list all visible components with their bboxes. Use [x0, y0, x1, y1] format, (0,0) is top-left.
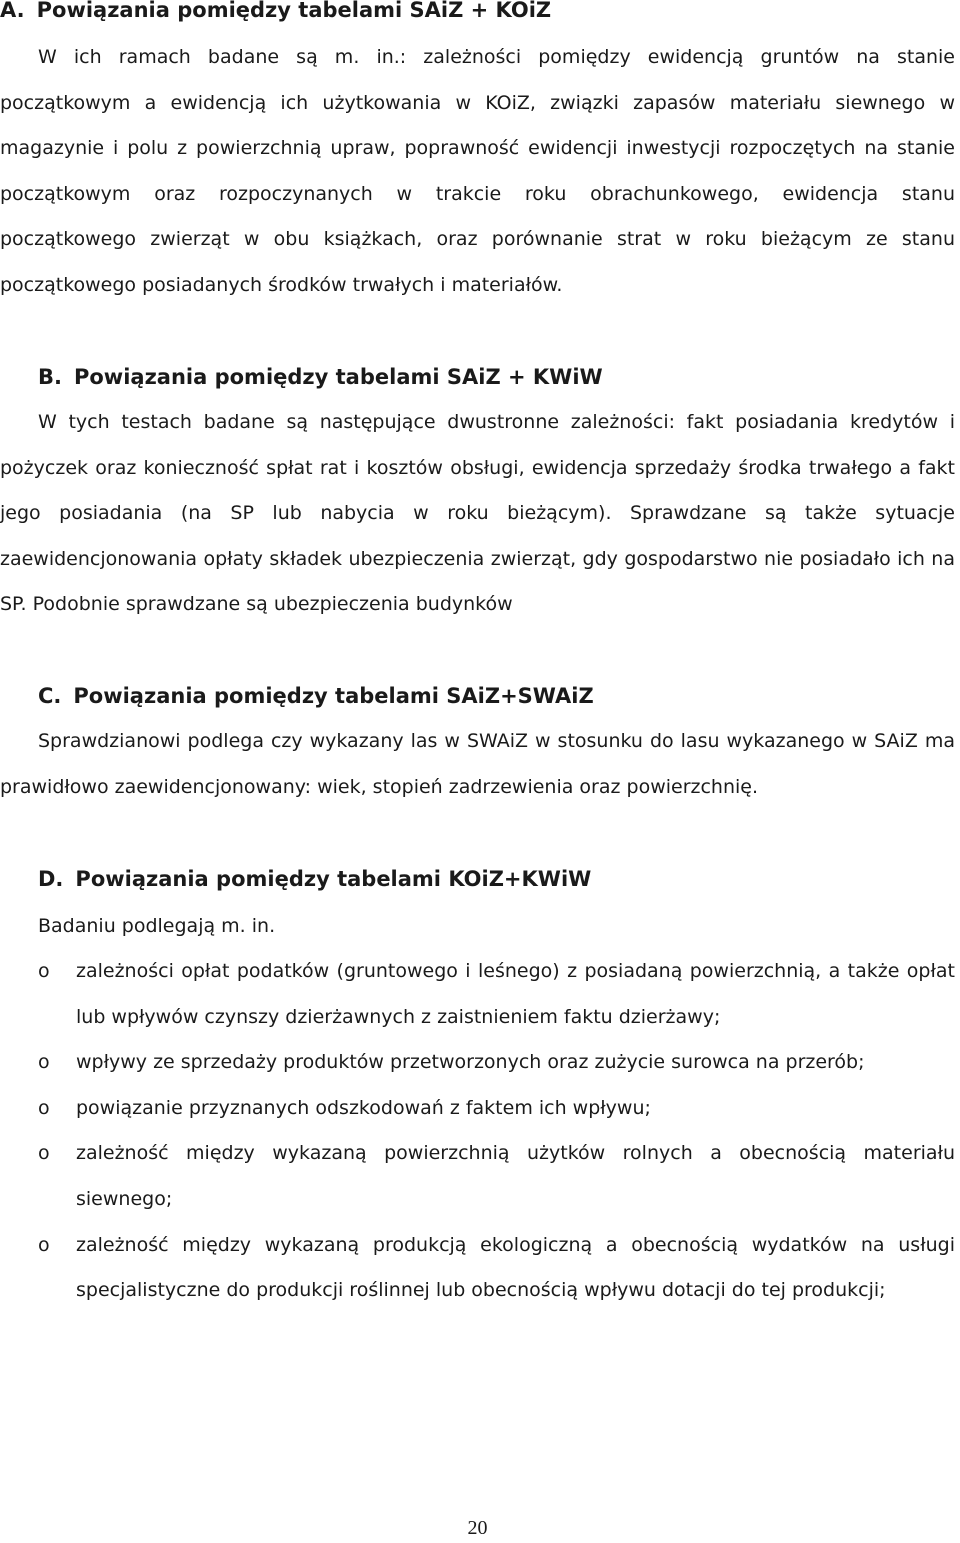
section-a-title: Powiązania pomiędzy tabelami SAiZ + KOiZ: [36, 0, 552, 22]
section-b-heading: [38, 363, 603, 391]
list-item-text: wpływy ze sprzedaży produktów przetworzonych oraz zużycie surowca na przerób;: [76, 1051, 865, 1074]
list-item: [0, 1223, 955, 1314]
section-c-title: Powiązania pomiędzy tabelami SAiZ+SWAiZ: [73, 684, 594, 708]
list-item: [0, 949, 955, 1040]
list-item-text: zależność między wykazaną produkcją ekologiczną a obecnością wydatków na usługi specjalistyczne do produkcji roślinnej lub obecnością wpływu dotacji do tej produkcji;: [76, 1233, 955, 1302]
section-a-letter: A.: [0, 0, 25, 22]
section-d-heading: [38, 865, 591, 893]
section-d-title: Powiązania pomiędzy tabelami KOiZ+KWiW: [75, 867, 592, 891]
list-item: [0, 1040, 955, 1086]
list-item: [0, 1086, 955, 1132]
bullet-marker: o: [38, 1051, 50, 1074]
page-number: 20: [467, 1517, 488, 1539]
section-b-letter: B.: [38, 365, 62, 389]
list-item-text: powiązanie przyznanych odszkodowań z faktem ich wpływu;: [76, 1096, 651, 1119]
section-c-letter: C.: [38, 684, 62, 708]
list-item-text: zależność między wykazaną powierzchnią użytków rolnych a obecnością materiału siewnego;: [76, 1142, 955, 1210]
section-d-intro: Badaniu podlegają m. in.: [38, 915, 276, 937]
section-b-paragraph: W tych testach badane są następujące dwustronne zależności: fakt posiadania kredytów i pożyczek oraz konieczność spłat rat i kosztów obsługi, ewidencja sprzedaży środka trwałego a fakt jego posiadania (na SP lub nabycia w roku bieżącym). Sprawdzane są także sytuacje zaewidencjonowania opłaty składek ubezpieczenia zwierząt, gdy gospodarstwo nie posiadało ich na SP. Podobnie sprawdzane są ubezpieczenia budynków: [0, 411, 955, 615]
bullet-marker: o: [38, 1233, 50, 1256]
section-b-title: Powiązania pomiędzy tabelami SAiZ + KWiW: [73, 365, 603, 389]
section-c-heading: [38, 682, 594, 710]
section-a-paragraph: W ich ramach badane są m. in.: zależności pomiędzy ewidencją gruntów na stanie początkowym a ewidencją ich użytkowania w KOiZ, związki zapasów materiału siewnego w magazynie i polu z powierzchnią upraw, poprawność ewidencji inwestycji rozpoczętych na stanie początkowym oraz rozpoczynanych w trakcie roku obrachunkowego, ewidencja stanu początkowego zwierząt w obu książkach, oraz porównanie strat w roku bieżącym ze stanu początkowego posiadanych środków trwałych i materiałów.: [0, 46, 955, 296]
bullet-marker: o: [38, 1142, 50, 1165]
bullet-marker: o: [38, 1096, 50, 1119]
section-c-paragraph: Sprawdzianowi podlega czy wykazany las w SWAiZ w stosunku do lasu wykazanego w SAiZ ma prawidłowo zaewidencjonowany: wiek, stopień zadrzewienia oraz powierzchnię.: [0, 730, 955, 798]
bullet-marker: o: [38, 960, 50, 982]
list-item: [0, 1131, 955, 1222]
list-item-text: zależności opłat podatków (gruntowego i leśnego) z posiadaną powierzchnią, a także opłat lub wpływów czynszy dzierżawnych z zaistnieniem faktu dzierżawy;: [76, 960, 955, 1028]
section-d-bullet-list: [0, 949, 955, 1314]
section-d-letter: D.: [38, 867, 64, 891]
section-a-heading: [0, 0, 551, 24]
